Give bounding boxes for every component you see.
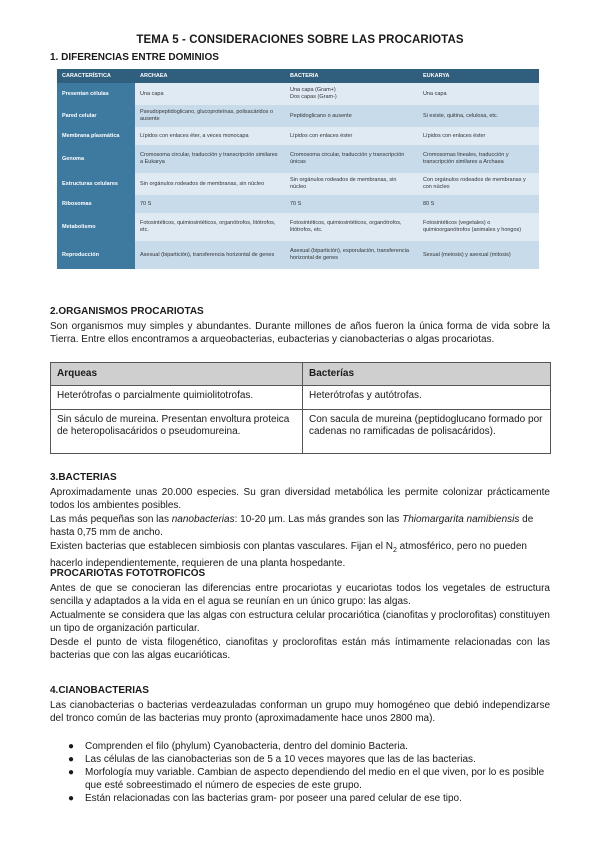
section-heading-bacterias: 3.BACTERIAS (50, 472, 117, 483)
row-key: Presentan células (57, 83, 135, 105)
cell-arqueas: Heterótrofas o parcialmente quimiolitotrofas. (51, 386, 303, 410)
cell-archaea: Sin orgánulos rodeados de membranas, sin núcleo (135, 173, 285, 195)
cell-bacteria: Fotosintéticos, quimiosintéticos, organótrofos, litótrofos, etc. (285, 213, 418, 241)
cell-eukarya: Cromosomas lineales, traducción y transcripción similares a Archaea (418, 145, 539, 173)
cell-archaea: Cromosoma circular, traducción y transcripción similares a Eukarya (135, 145, 285, 173)
page-title: TEMA 5 - CONSIDERACIONES SOBRE LAS PROCARIOTAS (136, 34, 464, 46)
paragraph-cianobacterias: Las cianobacterias o bacterias verdeazuladas conforman un grupo muy homogéneo que debió independizarse del tronco común de las bacterias muy pronto (aproximadamente hace unos 2800 ma). (50, 700, 550, 724)
table-row (57, 145, 539, 173)
cell-bacteria: Una capa (Gram+) Dos capas (Gram-) (285, 83, 418, 105)
list-item (68, 766, 552, 792)
section-heading-fototroficos: PROCARIOTAS FOTOTROFICOS (50, 568, 206, 579)
paragraph-bacterias-1: Aproximadamente unas 20.000 especies. Su gran diversidad metabólica les permite colonizar prácticamente todos los ambientes posibles. (50, 487, 550, 511)
domain-comparison-table (57, 69, 539, 269)
bullet-icon: ● (68, 754, 75, 765)
table-row (57, 127, 539, 145)
ab-table-header (51, 363, 551, 386)
domain-table-header (57, 69, 539, 83)
cell-eukarya: Con orgánulos rodeados de membranas y con núcleo (418, 173, 539, 195)
cell-bacteria: Lípidos con enlaces éster (285, 127, 418, 145)
paragraph-bacterias-3 (50, 540, 550, 570)
table-row (57, 195, 539, 213)
cell-bacterias: Heterótrofas y autótrofas. (303, 386, 551, 410)
cell-eukarya: Fotosintéticos (vegetales) o quimioorganótrofos (animales y hongos) (418, 213, 539, 241)
cell-archaea: Pseudopeptidoglicano, glucoproteínas, polisacáridos o ausente (135, 105, 285, 127)
subscript: 2 (392, 547, 397, 554)
header-eukarya: EUKARYA (418, 69, 539, 83)
row-key: Membrana plasmática (57, 127, 135, 145)
section-heading-domains: 1. DIFERENCIAS ENTRE DOMINIOS (50, 52, 219, 63)
cianobacterias-list (68, 740, 552, 805)
cell-archaea: Una capa (135, 83, 285, 105)
table-row (57, 83, 539, 105)
bullet-icon: ● (68, 741, 75, 752)
list-item (68, 740, 552, 753)
cell-bacteria: Peptidoglicano o ausente (285, 105, 418, 127)
arqueas-bacterias-table (50, 362, 551, 454)
cell-archaea: Lípidos con enlaces éter, a veces monocapa (135, 127, 285, 145)
table-row (51, 410, 551, 454)
bullet-icon: ● (68, 793, 75, 804)
text-span: atmosférico, pero no pueden hacerlo independientemente, requieren de una planta hospedante. (50, 541, 527, 569)
row-key: Genoma (57, 145, 135, 173)
paragraph-organismos: Son organismos muy simples y abundantes. Durante millones de años fueron la única forma de vida sobre la Tierra. Entre ellos encontramos a arqueobacterias, eubacterias y cianobacterias o algas procariotas. (50, 321, 550, 345)
header-caracteristica: CARACTERÍSTICA (57, 69, 135, 83)
row-key: Pared celular (57, 105, 135, 127)
paragraph-fototroficos-3: Desde el punto de vista filogenético, cianofitas y proclorofitas están más íntimamente relacionadas con las bacterias que con las algas eucarióticas. (50, 637, 550, 661)
table-row (51, 386, 551, 410)
cell-bacteria: 70 S (285, 195, 418, 213)
list-item-text: Las células de las cianobacterias son de 5 a 10 veces mayores que las de las bacterias. (85, 754, 476, 765)
paragraph-bacterias-2 (50, 513, 550, 539)
list-item (68, 792, 552, 805)
row-key: Estructuras celulares (57, 173, 135, 195)
list-item-text: Comprenden el filo (phylum) Cyanobacteria, dentro del dominio Bacteria. (85, 741, 408, 752)
list-item-text: Morfología muy variable. Cambian de aspecto dependiendo del medio en el que viven, por lo es posible que esté sobreestimado el número de especies de este grupo. (85, 767, 545, 791)
table-row (57, 241, 539, 269)
list-item-text: Están relacionadas con las bacterias gram- por poseer una pared celular de ese tipo. (85, 793, 462, 804)
row-key: Metabolismo (57, 213, 135, 241)
cell-eukarya: Lípidos con enlaces éster (418, 127, 539, 145)
section-heading-cianobacterias: 4.CIANOBACTERIAS (50, 685, 149, 696)
text-span: de hasta 0,75 mm de ancho. (50, 514, 534, 538)
cell-eukarya: Una capa (418, 83, 539, 105)
text-span: Existen bacterias que establecen simbiosis con plantas vasculares. Fijan el N (50, 541, 393, 552)
row-key: Reproducción (57, 241, 135, 269)
header-archaea: ARCHAEA (135, 69, 285, 83)
header-arqueas: Arqueas (51, 363, 303, 386)
header-bacterias: Bacterías (303, 363, 551, 386)
term-thiomargarita: Thiomargarita namibiensis (402, 514, 520, 525)
cell-archaea: Asexual (bipartición), transferencia horizontal de genes (135, 241, 285, 269)
text-span: : 10-20 µm. Las más grandes son las (234, 514, 403, 525)
cell-arqueas: Sin sáculo de mureina. Presentan envoltura proteica de heteropolisacáridos o pseudomureina. (51, 410, 303, 454)
cell-bacteria: Asexual (bipartición), esporulación, transferencia horizontal de genes (285, 241, 418, 269)
paragraph-fototroficos-1: Antes de que se conocieran las diferencias entre procariotas y eucariotas todos los vegetales de estructura sencilla y adaptados a la vida en el agua se reunían en un único grupo: las algas. (50, 583, 550, 607)
cell-eukarya: Si existe, quitina, celulosa, etc. (418, 105, 539, 127)
cell-eukarya: Sexual (meiosis) y asexual (mitosis) (418, 241, 539, 269)
cell-bacteria: Sin orgánulos rodeados de membranas, sin núcleo (285, 173, 418, 195)
term-nanobacterias: nanobacterias (171, 514, 235, 525)
bullet-icon: ● (68, 767, 75, 778)
cell-archaea: Fotosintéticos, quimiosintéticos, organótrofos, litótrofos, etc. (135, 213, 285, 241)
section-heading-organismos: 2.ORGANISMOS PROCARIOTAS (50, 306, 204, 317)
row-key: Ribosomas (57, 195, 135, 213)
cell-archaea: 70 S (135, 195, 285, 213)
table-row (57, 213, 539, 241)
list-item (68, 753, 552, 766)
header-bacteria: BACTERIA (285, 69, 418, 83)
paragraph-fototroficos-2: Actualmente se considera que las algas con estructura celular procariótica (cianofitas y proclorofitas) constituyen un tipo de organización particular. (50, 610, 550, 634)
text-span: Las más pequeñas son las (50, 514, 172, 525)
cell-bacterias: Con sacula de mureina (peptidoglucano formado por cadenas no ramificadas de polisacáridos). (303, 410, 551, 454)
table-row (57, 173, 539, 195)
cell-bacteria: Cromosoma circular, traducción y transcripción únicas (285, 145, 418, 173)
cell-eukarya: 80 S (418, 195, 539, 213)
table-row (57, 105, 539, 127)
